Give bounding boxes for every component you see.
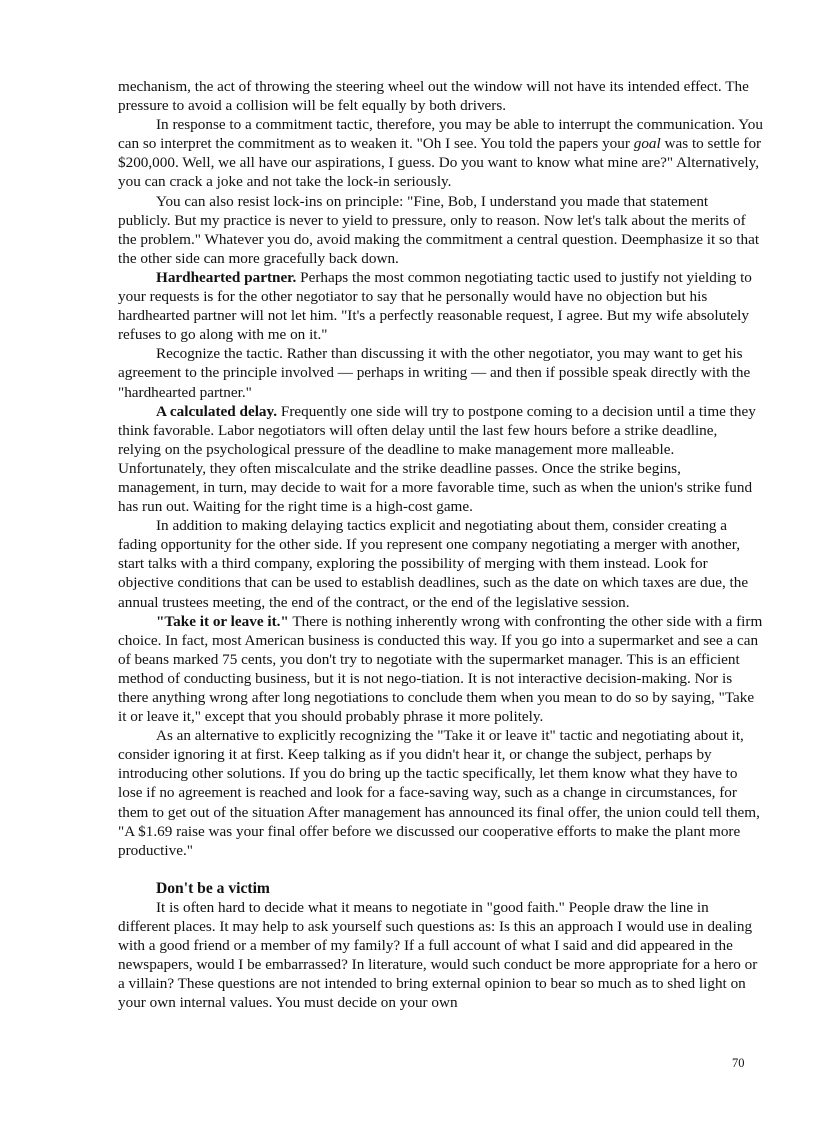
paragraph-calculated-delay-text: Frequently one side will try to postpone coming to a decision until a time they think favorable. Labor negotiators will often delay until the last few hours before a strike deadline, relying on the psychological pressure of the deadline to make management more malleable. Unfortunately, they often miscalculate and the strike deadline passes. Once the strike begins, management, in turn, may decide to wait for a more favorable time, such as when the union's strike fund has run out. Waiting for the right time is a high-cost game. (118, 402, 756, 516)
run-in-heading-calculated-delay: A calculated delay. (156, 402, 278, 420)
paragraph-1-text: mechanism, the act of throwing the steering wheel out the window will not have its intended effect. The pressure to avoid a collision will be felt equally by both drivers. (118, 78, 749, 115)
paragraph-calculated-delay (118, 402, 764, 517)
paragraph-3 (118, 192, 764, 268)
paragraph-9 (118, 726, 764, 860)
run-in-heading-take-it-or-leave-it: "Take it or leave it." (156, 612, 289, 630)
paragraph-1 (118, 77, 764, 115)
paragraph-7-text: In addition to making delaying tactics explicit and negotiating about them, consider creating a fading opportunity for the other side. If you represent one company negotiating a merger with another, start talks with a third company, exploring the possibility of merging with them instead. Look for objective conditions that can be used to establish deadlines, such as the date on which taxes are due, the annual trustees meeting, the end of the contract, or the end of the legislative session. (118, 517, 749, 611)
paragraph-2-text-end: was to settle for $200,000. Well, we all have our aspirations, I guess. Do you want to know what mine are?" Alternatively, you can crack a joke and not take the lock-in seriously. (118, 135, 762, 191)
section-paragraph (118, 898, 764, 1013)
paragraph-hardhearted-partner-text: Perhaps the most common negotiating tactic used to justify not yielding to your requests is for the other negotiator to say that he personally would have no objection but his hardhearted partner will not let him. "It's a perfectly reasonable request, I agree. But my wife absolutely refuses to go along with me on it." (118, 268, 752, 344)
paragraph-hardhearted-partner (118, 268, 764, 344)
paragraph-5-text: Recognize the tactic. Rather than discussing it with the other negotiator, you may want to get his agreement to the principle involved — perhaps in writing — and then if possible speak directly with the "hardhearted partner." (118, 345, 751, 401)
paragraph-3-text: You can also resist lock-ins on principle: "Fine, Bob, I understand you made that statement publicly. But my practice is never to yield to pressure, only to reason. Now let's talk about the merits of the problem." Whatever you do, avoid making the commitment a central question. Deemphasize it so that the other side can more gracefully back down. (118, 192, 760, 267)
paragraph-take-it-or-leave-it (118, 612, 764, 727)
section-heading: Don't be a victim (156, 879, 270, 897)
paragraph-take-it-or-leave-it-text: There is nothing inherently wrong with confronting the other side with a firm choice. In fact, most American business is conducted this way. If you go into a supermarket and see a can of beans marked 75 cents, you don't try to negotiate with the supermarket manager. This is an efficient method of conducting business, but it is not nego-tiation. It is not interactive decision-making. Nor is there anything wrong after long negotiations to conclude them when you mean to do so by saying, "Take it or leave it," except that you should probably phrase it more politely. (118, 612, 763, 726)
run-in-heading-hardhearted-partner: Hardhearted partner. (156, 268, 297, 286)
paragraph-2-italic-word: goal (633, 135, 661, 153)
paragraph-2-text-start: In response to a commitment tactic, therefore, you may be able to interrupt the communication. You can so interpret the commitment as to weaken it. "Oh I see. You told the papers your (118, 116, 763, 153)
paragraph-2 (118, 115, 764, 191)
section-paragraph-text: It is often hard to decide what it means to negotiate in "good faith." People draw the line in different places. It may help to ask yourself such questions as: Is this an approach I would use in dealing with a good friend or a member of my family? If a full account of what I said and did appeared in the newspapers, would I be embarrassed? In literature, would such conduct be more appropriate for a hero or a villain? These questions are not intended to bring external opinion to bear so much as to shed light on your own internal values. You must decide on your own (118, 898, 758, 1012)
paragraph-5 (118, 344, 764, 401)
page-body (118, 77, 764, 1013)
page-number: 70 (732, 1056, 745, 1070)
paragraph-9-text: As an alternative to explicitly recognizing the "Take it or leave it" tactic and negotiating about it, consider ignoring it at first. Keep talking as if you didn't hear it, or change the subject, perhaps by introducing other solutions. If you do bring up the tactic specifically, let them know what they have to lose if no agreement is reached and look for a face-saving way, such as a change in circumstances, for them to get out of the situation After management has announced its final offer, the union could tell them, "A $1.69 raise was your final offer before we discussed our cooperative efforts to make the plant more productive." (118, 727, 760, 859)
paragraph-7 (118, 516, 764, 611)
